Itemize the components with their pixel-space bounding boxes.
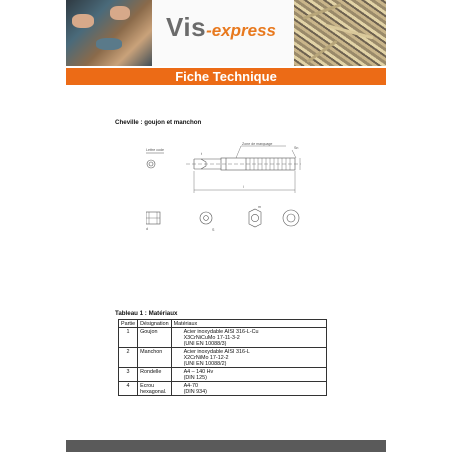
cell-designation: Ecrou hexagonal.: [138, 382, 171, 396]
cell-designation: Manchon: [138, 348, 171, 368]
page-title: Fiche Technique: [66, 68, 386, 85]
label-letter-code: Lettre code: [146, 148, 164, 152]
table-row: [119, 382, 327, 396]
section-title: Cheville : goujon et manchon: [115, 119, 202, 126]
washer-outer: [200, 212, 212, 224]
table-title: Tableau 1 : Matériaux: [115, 310, 178, 317]
anchor-technical-drawing: [146, 138, 316, 238]
brand-suffix: -express: [206, 21, 276, 40]
cell-part: 4: [119, 382, 138, 396]
cell-material: Acier inoxydable AISI 316-L X2CrNiMo 17-12-2 (UNI EN 10088/2): [171, 348, 326, 368]
cell-part: 1: [119, 328, 138, 348]
page: [66, 0, 386, 452]
header-material: Matériaux: [171, 320, 326, 328]
end-view-circle: [147, 160, 155, 168]
label-t: t: [201, 152, 202, 156]
label-length: l: [243, 185, 244, 189]
cell-designation: Rondelle: [138, 368, 171, 382]
footer-bar: [66, 440, 386, 452]
header-part: Partie: [119, 320, 138, 328]
table-row: [119, 368, 327, 382]
tools-photo: [66, 0, 152, 68]
header-designation: Désignation: [138, 320, 171, 328]
cell-part: 2: [119, 348, 138, 368]
table-header-row: [119, 320, 327, 328]
cell-material: Acier inoxydable AISI 316-L-Cu X3CrNiCuMo 17-11-3-2 (UNI EN 10088/3): [171, 328, 326, 348]
cell-designation: Goujon: [138, 328, 171, 348]
label-washer: S: [212, 228, 215, 232]
table-row: [119, 328, 327, 348]
cell-part: 3: [119, 368, 138, 382]
brand-logo: [166, 12, 276, 43]
label-sn: Sn: [294, 146, 299, 150]
label-marking-zone: Zone de marquage: [242, 142, 273, 146]
cell-material: A4 – 140 Hv (DIN 125): [171, 368, 326, 382]
header-banner: [66, 0, 386, 68]
table-row: [119, 348, 327, 368]
brand-main: Vis: [166, 12, 207, 42]
nut-hexagon: [249, 209, 261, 227]
cell-material: A4-70 (DIN 934): [171, 382, 326, 396]
materials-table: [118, 319, 327, 396]
label-nut: m: [258, 205, 261, 209]
screws-photo: [294, 0, 386, 68]
label-d: d: [146, 227, 148, 231]
